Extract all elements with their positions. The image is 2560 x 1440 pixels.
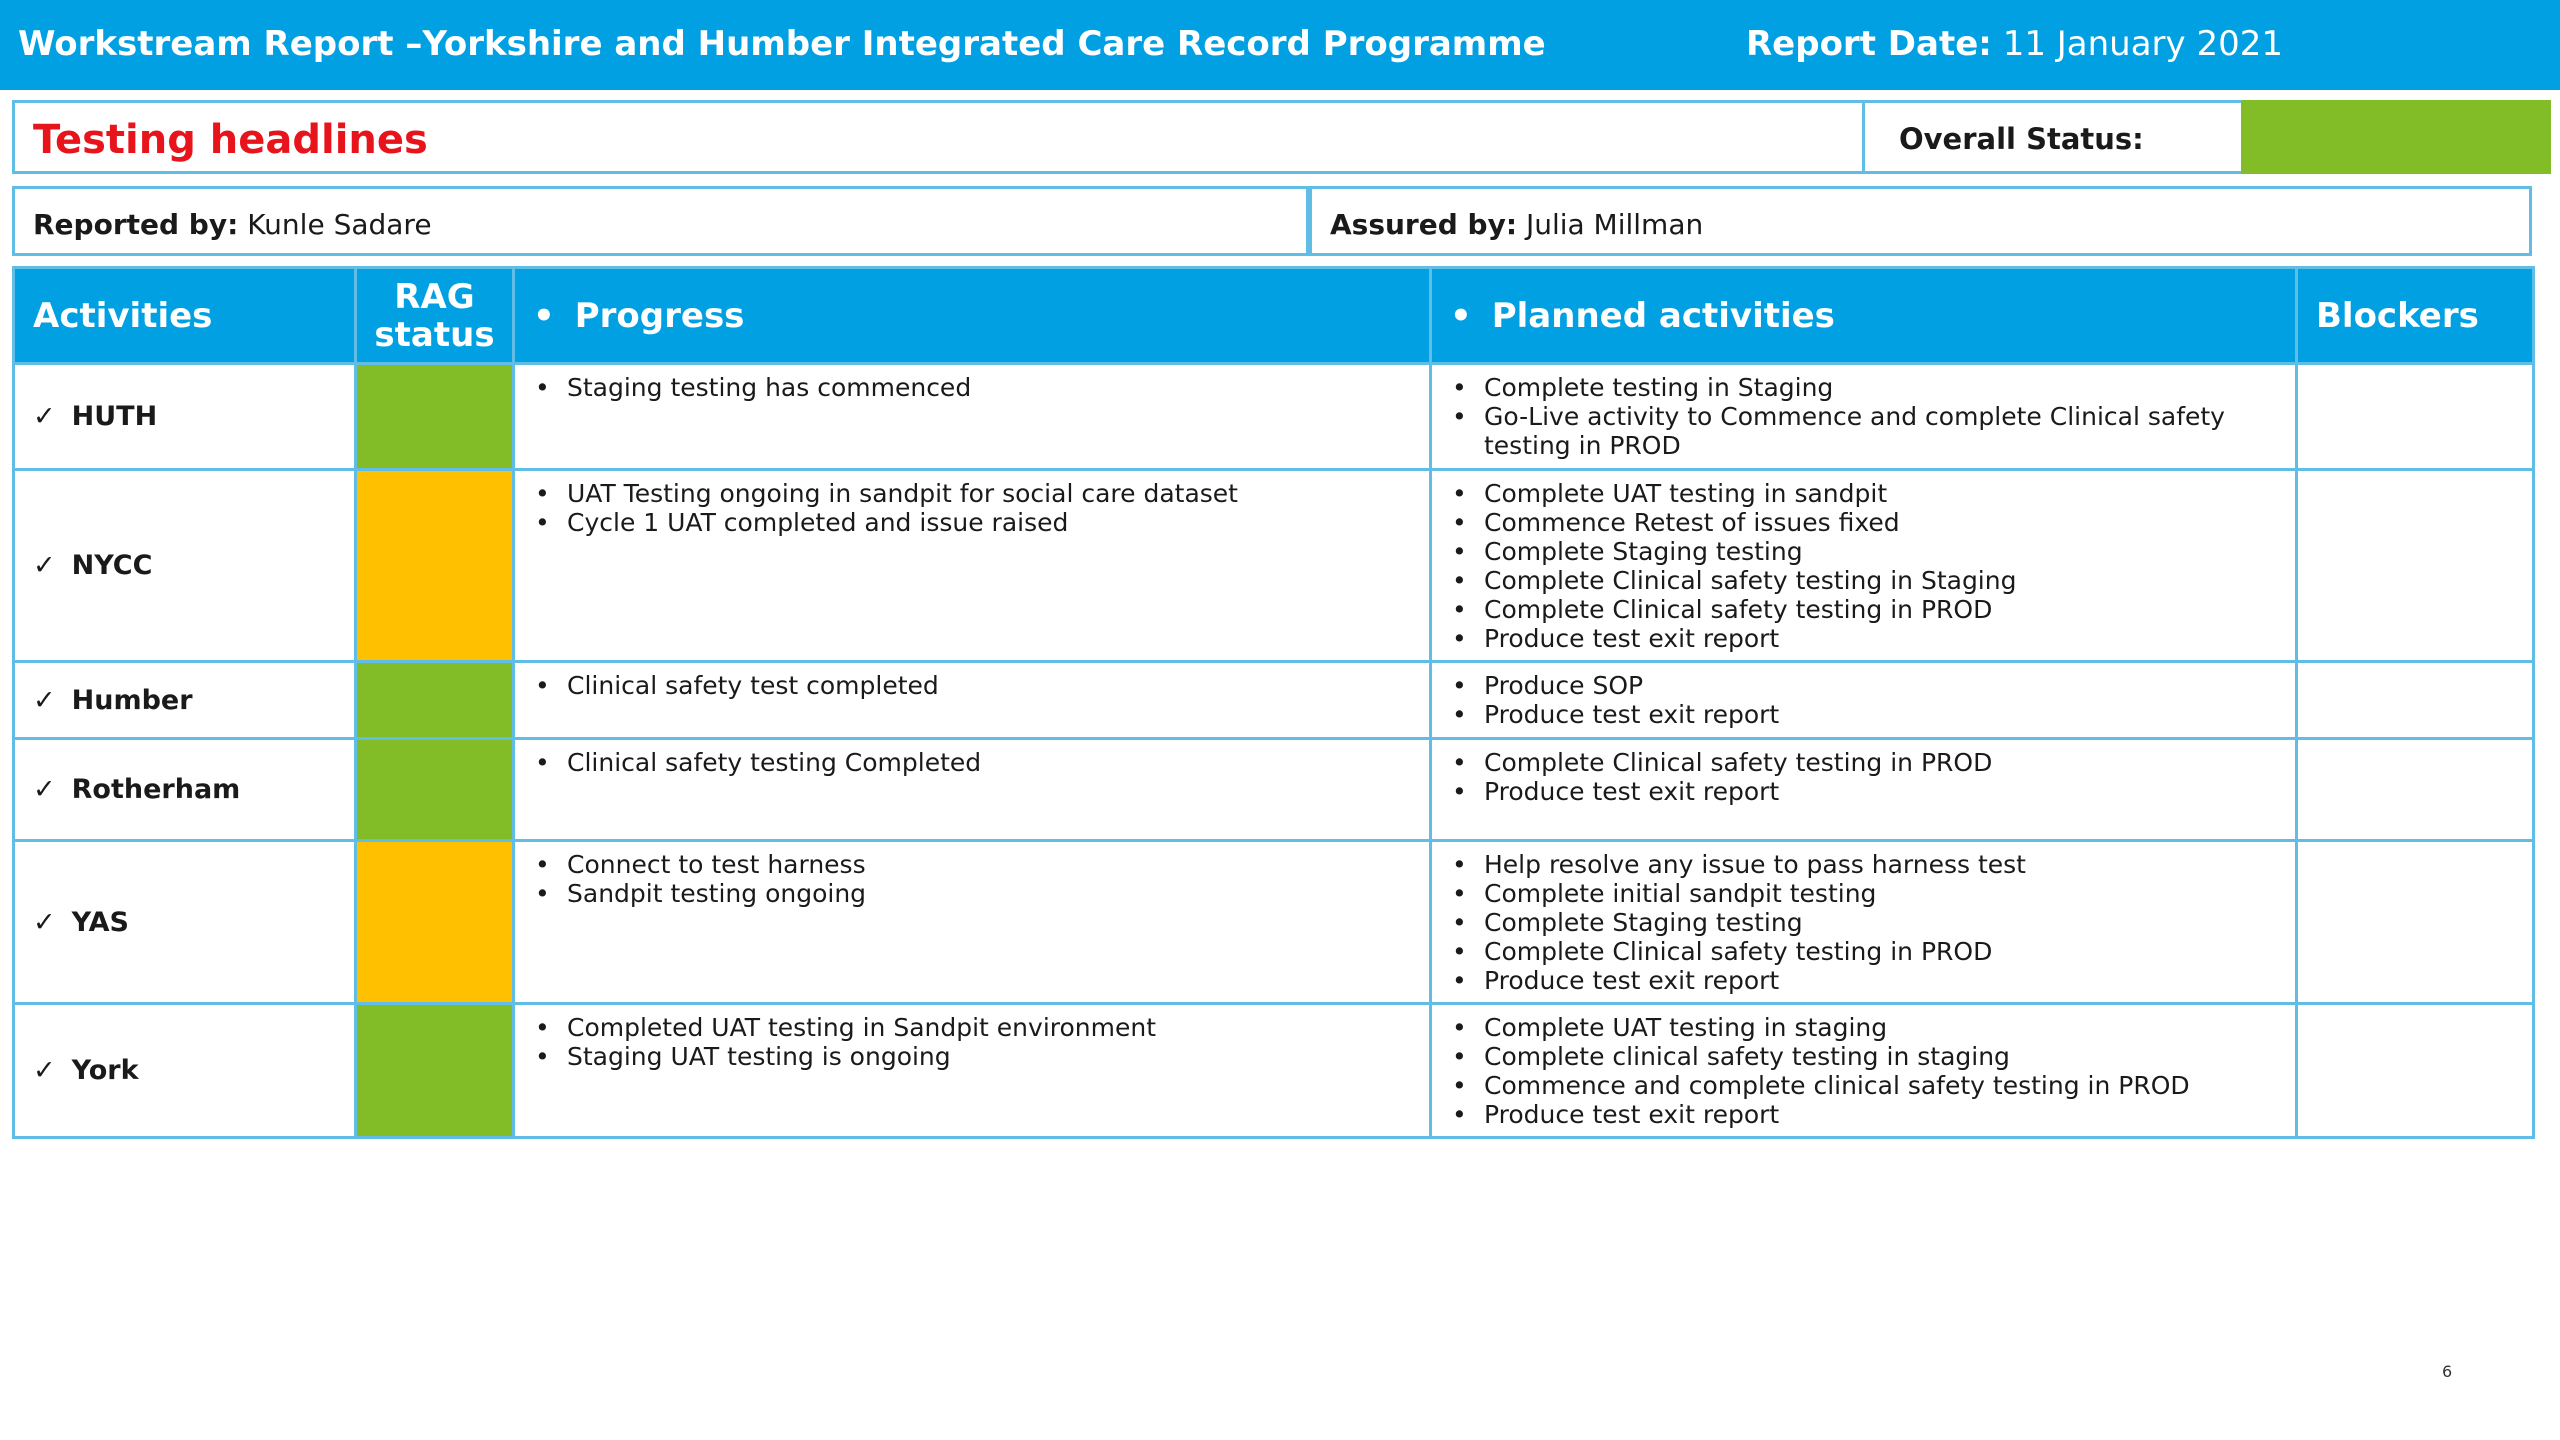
checkmark-icon: ✓ bbox=[33, 550, 56, 581]
planned-item: • Produce test exit report bbox=[1448, 624, 2283, 653]
planned-item: • Produce test exit report bbox=[1448, 966, 2283, 995]
planned-item: • Complete initial sandpit testing bbox=[1448, 879, 2283, 908]
planned-list bbox=[1448, 850, 2283, 995]
page-number: 6 bbox=[2442, 1362, 2453, 1381]
table-row bbox=[14, 364, 2534, 470]
planned-item: • Complete Clinical safety testing in PROD bbox=[1448, 748, 2283, 777]
planned-list bbox=[1448, 479, 2283, 653]
overall-status-label: Overall Status: bbox=[1899, 122, 2144, 156]
report-banner bbox=[0, 0, 2560, 90]
checkmark-icon: ✓ bbox=[33, 684, 56, 716]
planned-cell bbox=[1431, 662, 2297, 739]
progress-item: • Cycle 1 UAT completed and issue raised bbox=[531, 508, 1417, 537]
planned-item: • Commence Retest of issues fixed bbox=[1448, 508, 2283, 537]
progress-cell bbox=[514, 470, 1431, 662]
planned-cell bbox=[1431, 841, 2297, 1004]
progress-list bbox=[531, 1013, 1417, 1071]
header-rag-line1: RAG bbox=[394, 276, 475, 317]
planned-cell bbox=[1431, 739, 2297, 841]
checkmark-icon: ✓ bbox=[33, 906, 56, 938]
assured-by-box bbox=[1309, 186, 2532, 256]
progress-list bbox=[531, 850, 1417, 908]
activity-name: YAS bbox=[71, 906, 129, 938]
table-row bbox=[14, 662, 2534, 739]
rag-status-cell bbox=[356, 1004, 514, 1138]
progress-item: • Clinical safety test completed bbox=[531, 671, 1417, 700]
activity-name: Humber bbox=[71, 684, 193, 716]
progress-list bbox=[531, 479, 1417, 537]
planned-item: • Produce test exit report bbox=[1448, 1100, 2283, 1129]
planned-cell bbox=[1431, 364, 2297, 470]
header-planned bbox=[1431, 268, 2297, 364]
header-bullet-icon: • bbox=[533, 295, 555, 336]
report-date-value: 11 January 2021 bbox=[2002, 24, 2283, 64]
header-blockers: Blockers bbox=[2297, 268, 2534, 364]
planned-item: • Help resolve any issue to pass harness test bbox=[1448, 850, 2283, 879]
activity-cell bbox=[14, 470, 356, 662]
planned-item: • Complete Clinical safety testing in Staging bbox=[1448, 566, 2283, 595]
activity-cell bbox=[14, 739, 356, 841]
progress-item: • UAT Testing ongoing in sandpit for social care dataset bbox=[531, 479, 1417, 508]
activity-cell bbox=[14, 1004, 356, 1138]
reported-by-name: Kunle Sadare bbox=[247, 208, 432, 241]
header-rag-status bbox=[356, 268, 514, 364]
report-title: Workstream Report –Yorkshire and Humber Integrated Care Record Programme bbox=[18, 24, 1546, 64]
planned-item: • Complete Clinical safety testing in PROD bbox=[1448, 595, 2283, 624]
rag-status-cell bbox=[356, 662, 514, 739]
blockers-cell bbox=[2297, 662, 2534, 739]
progress-cell bbox=[514, 662, 1431, 739]
planned-list bbox=[1448, 748, 2283, 806]
progress-item: • Clinical safety testing Completed bbox=[531, 748, 1417, 777]
progress-cell bbox=[514, 364, 1431, 470]
blockers-cell bbox=[2297, 364, 2534, 470]
progress-list bbox=[531, 373, 1417, 402]
table-row bbox=[14, 841, 2534, 1004]
activity-name: NYCC bbox=[71, 550, 153, 581]
planned-item: • Complete Staging testing bbox=[1448, 537, 2283, 566]
progress-cell bbox=[514, 739, 1431, 841]
checkmark-icon: ✓ bbox=[33, 1055, 56, 1086]
blockers-cell bbox=[2297, 1004, 2534, 1138]
activity-name: York bbox=[71, 1055, 139, 1086]
report-date-label: Report Date: bbox=[1746, 24, 1992, 64]
planned-item: • Complete Clinical safety testing in PROD bbox=[1448, 937, 2283, 966]
blockers-cell bbox=[2297, 841, 2534, 1004]
activities-table bbox=[12, 266, 2535, 1139]
reported-by bbox=[33, 208, 432, 241]
planned-list bbox=[1448, 373, 2283, 460]
planned-item: • Complete testing in Staging bbox=[1448, 373, 2283, 402]
report-date bbox=[1746, 24, 2283, 64]
activity-cell bbox=[14, 364, 356, 470]
rag-status-cell bbox=[356, 364, 514, 470]
assured-by bbox=[1330, 208, 1703, 241]
table-row bbox=[14, 739, 2534, 841]
activity-name: HUTH bbox=[71, 401, 158, 432]
progress-cell bbox=[514, 1004, 1431, 1138]
planned-item: • Complete UAT testing in sandpit bbox=[1448, 479, 2283, 508]
headline-bar bbox=[12, 100, 2536, 174]
header-bullet-icon: • bbox=[1450, 295, 1472, 336]
planned-cell bbox=[1431, 1004, 2297, 1138]
progress-item: • Completed UAT testing in Sandpit environment bbox=[531, 1013, 1417, 1042]
progress-item: • Staging testing has commenced bbox=[531, 373, 1417, 402]
header-rag-line2: status bbox=[374, 314, 495, 355]
reported-by-box bbox=[12, 186, 1309, 256]
planned-item: • Produce test exit report bbox=[1448, 700, 2283, 729]
blockers-cell bbox=[2297, 739, 2534, 841]
progress-cell bbox=[514, 841, 1431, 1004]
activity-cell bbox=[14, 841, 356, 1004]
planned-list bbox=[1448, 671, 2283, 729]
overall-status-swatch bbox=[2241, 100, 2551, 174]
activity-name: Rotherham bbox=[71, 774, 241, 805]
assured-by-label: Assured by: bbox=[1330, 208, 1518, 241]
overall-status-cell bbox=[1862, 100, 2242, 174]
planned-item: • Produce test exit report bbox=[1448, 777, 2283, 806]
checkmark-icon: ✓ bbox=[33, 774, 56, 805]
planned-item: • Commence and complete clinical safety testing in PROD bbox=[1448, 1071, 2283, 1100]
activity-cell bbox=[14, 662, 356, 739]
table-row bbox=[14, 1004, 2534, 1138]
header-progress bbox=[514, 268, 1431, 364]
progress-item: • Sandpit testing ongoing bbox=[531, 879, 1417, 908]
progress-list bbox=[531, 671, 1417, 700]
planned-item: • Complete clinical safety testing in staging bbox=[1448, 1042, 2283, 1071]
progress-item: • Staging UAT testing is ongoing bbox=[531, 1042, 1417, 1071]
planned-item: • Go-Live activity to Commence and complete Clinical safety testing in PROD bbox=[1448, 402, 2283, 460]
rag-status-cell bbox=[356, 739, 514, 841]
rag-status-cell bbox=[356, 470, 514, 662]
planned-item: • Complete UAT testing in staging bbox=[1448, 1013, 2283, 1042]
planned-item: • Produce SOP bbox=[1448, 671, 2283, 700]
rag-status-cell bbox=[356, 841, 514, 1004]
planned-item: • Complete Staging testing bbox=[1448, 908, 2283, 937]
checkmark-icon: ✓ bbox=[33, 401, 56, 432]
blockers-cell bbox=[2297, 470, 2534, 662]
progress-list bbox=[531, 748, 1417, 777]
page-heading: Testing headlines bbox=[33, 117, 428, 163]
planned-list bbox=[1448, 1013, 2283, 1129]
table-header-row bbox=[14, 268, 2534, 364]
header-progress-label: Progress bbox=[574, 295, 745, 336]
header-activities: Activities bbox=[14, 268, 356, 364]
assured-by-name: Julia Millman bbox=[1525, 208, 1704, 241]
table-row bbox=[14, 470, 2534, 662]
planned-cell bbox=[1431, 470, 2297, 662]
header-planned-label: Planned activities bbox=[1491, 295, 1835, 336]
progress-item: • Connect to test harness bbox=[531, 850, 1417, 879]
reported-by-label: Reported by: bbox=[33, 208, 239, 241]
